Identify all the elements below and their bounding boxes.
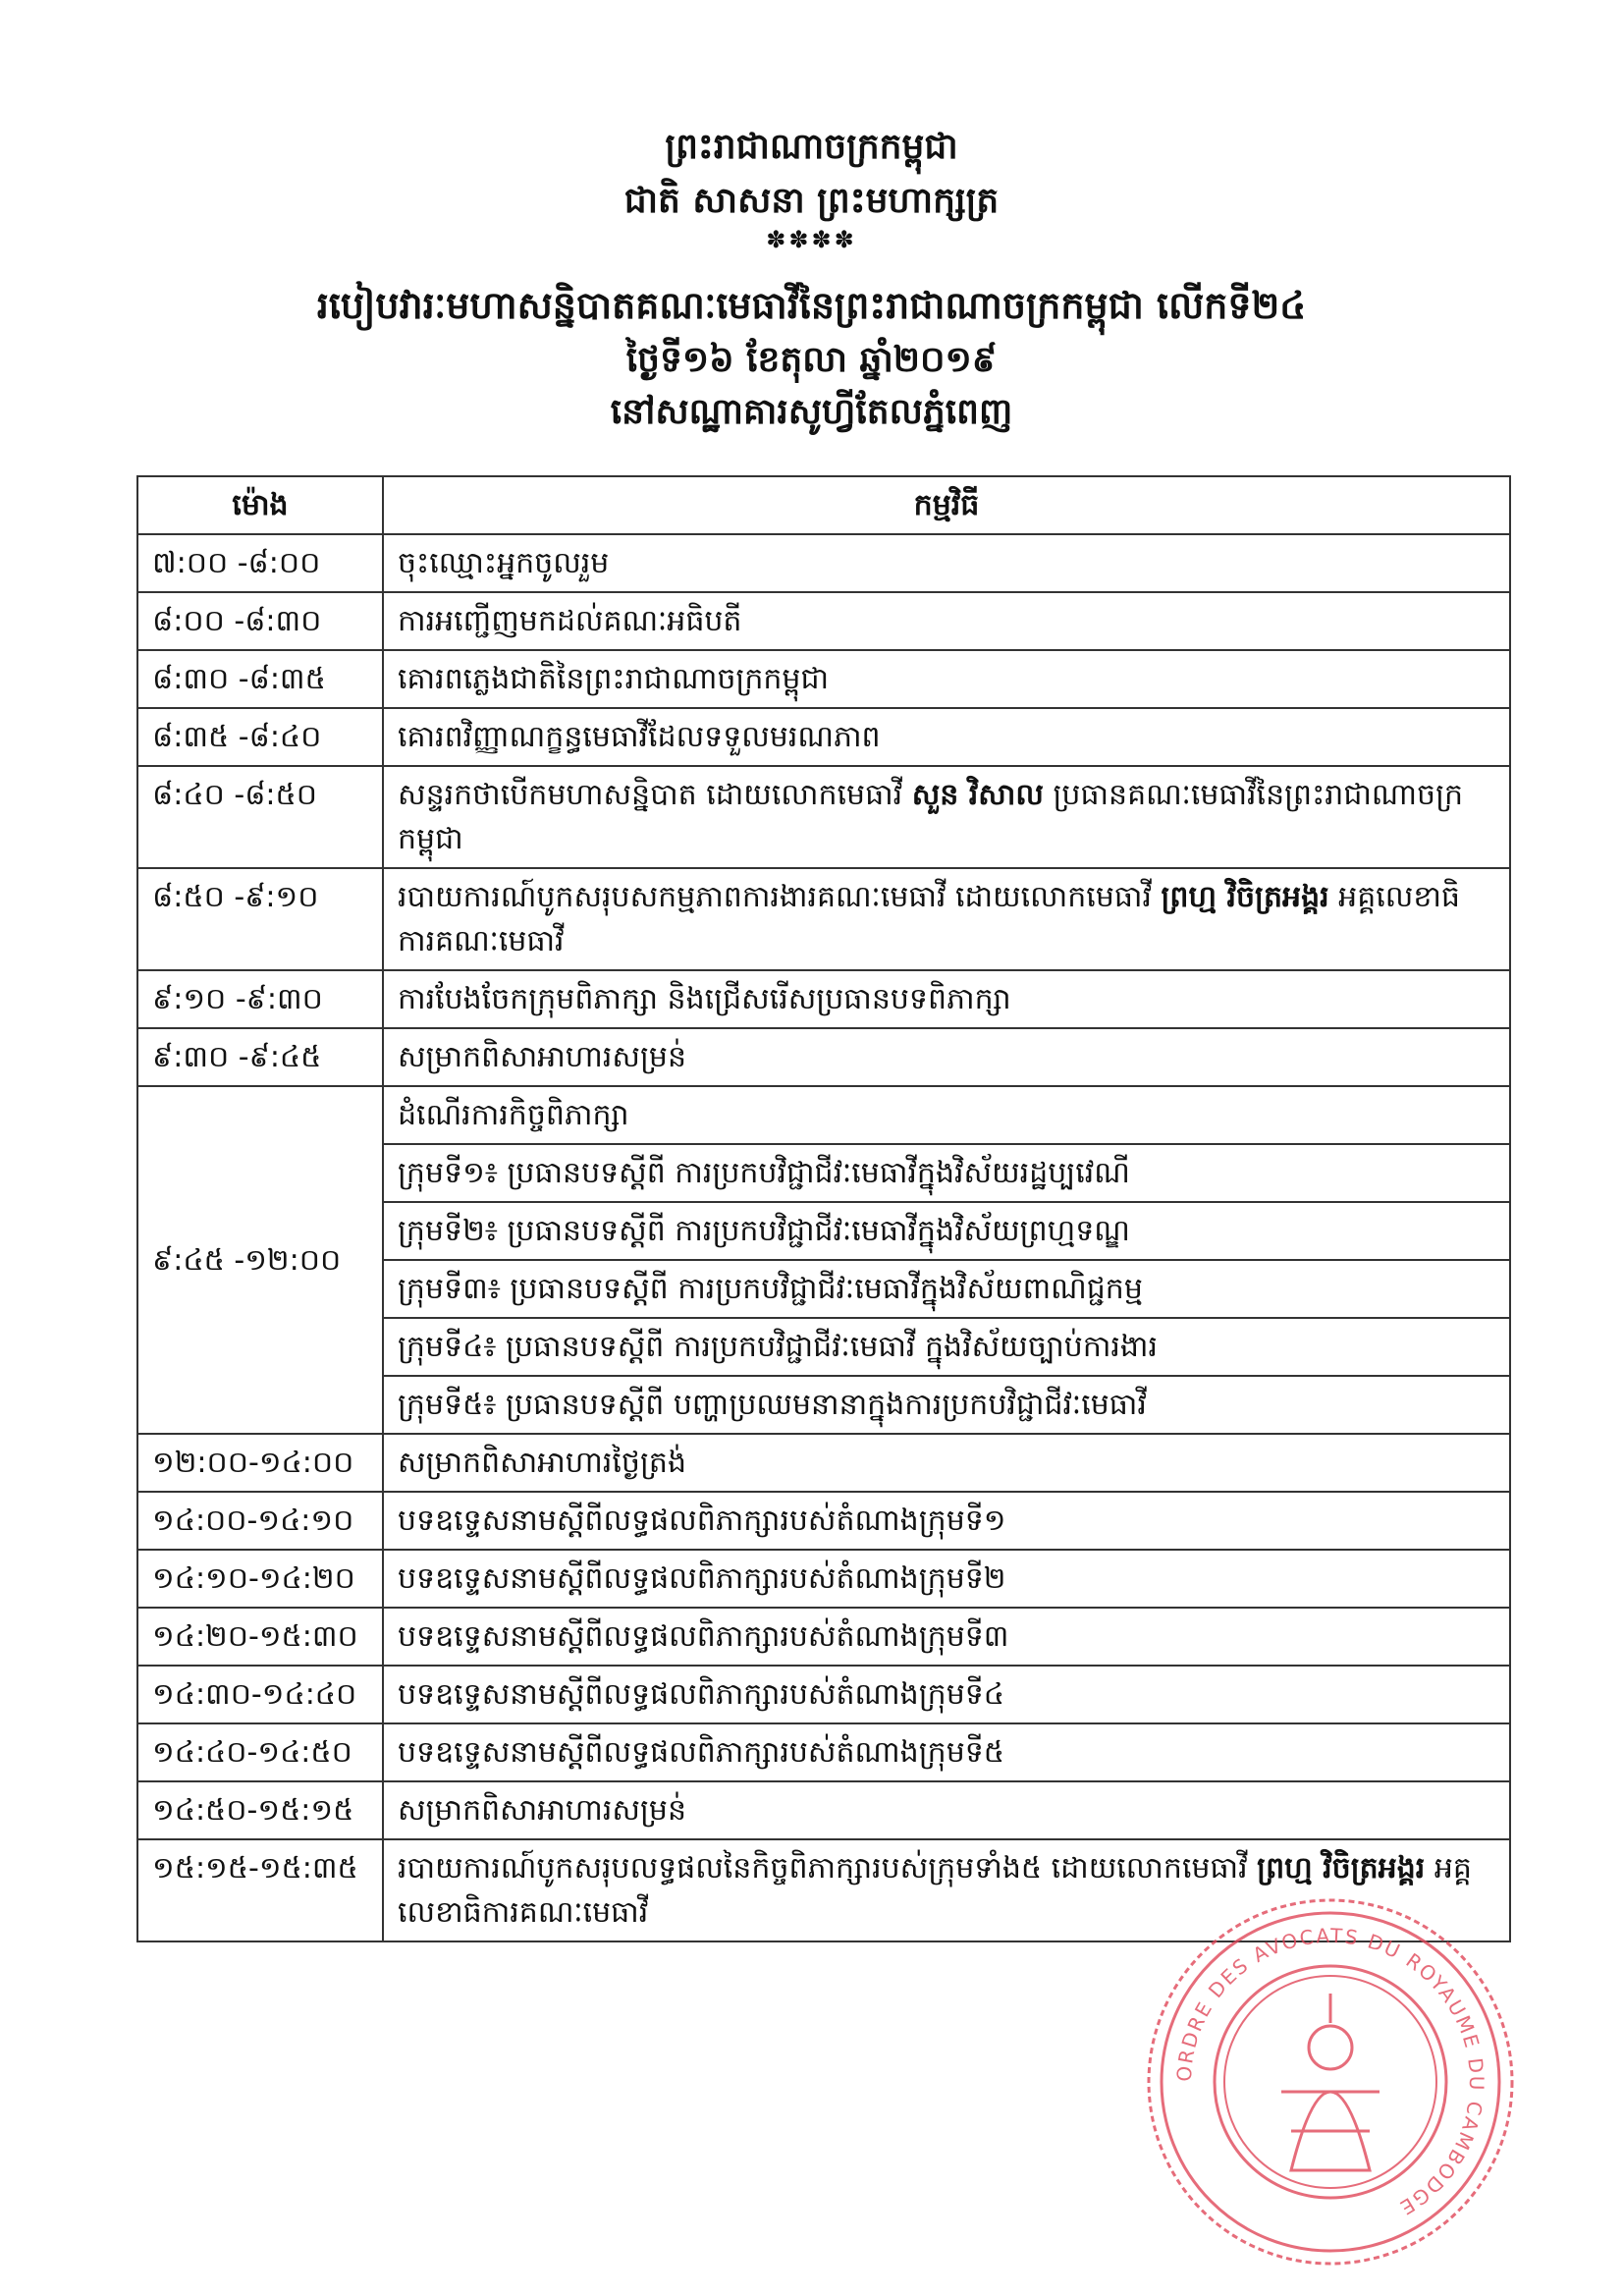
agenda-title: របៀបវារៈមហាសន្និបាតគណៈមេធាវីនៃព្រះរាជាណាចក្រកម្ពុជា លើកទី២៤ (316, 284, 1307, 328)
header-time: ម៉ោង (137, 476, 383, 534)
table-row (137, 1434, 1510, 1492)
row-text: ប្រធានគណៈមេធាវីនៃព្រះរាជាណាចក្រកម្ពុជា (398, 778, 1464, 856)
row-activity: បទឧទ្ទេសនាមស្តីពីលទ្ធផលពិភាក្សារបស់តំណាងក្រុមទី២ (383, 1550, 1510, 1608)
row-activity: បទឧទ្ទេសនាមស្តីពីលទ្ធផលពិភាក្សារបស់តំណាងក្រុមទី១ (383, 1492, 1510, 1550)
row-text: សន្ទរកថាបើកមហាសន្និបាត ដោយលោកមេធាវី (398, 778, 912, 812)
row-text: របាយការណ៍បូកសរុបសកម្មភាពការងារគណៈមេធាវី ដោយលោកមេធាវី (398, 880, 1162, 914)
table-row (137, 708, 1510, 766)
row-time: ៩:៤៥ -១២:០០ (137, 1086, 383, 1434)
row-time: ៨:៤០ -៨:៥០ (137, 766, 383, 868)
row-activity: គោរពវិញ្ញាណក្ខន្ធមេធាវីដែលទទួលមរណភាព (383, 708, 1510, 766)
row-text: អគ្គលេខាធិការគណៈមេធាវី (398, 880, 1460, 958)
table-row (137, 650, 1510, 708)
row-activity: សម្រាកពិសាអាហារសម្រន់ (383, 1028, 1510, 1086)
discussion-item: ក្រុមទី៥៖ ប្រធានបទស្តីពី បញ្ហាប្រឈមនានាក្នុងការប្រកបវិជ្ជាជីវៈមេធាវី (383, 1376, 1510, 1434)
bar-association-seal (1144, 1895, 1517, 2269)
motto-line: ជាតិ សាសនា ព្រះមហាក្សត្រ (623, 181, 1000, 222)
header-activity: កម្មវិធី (383, 476, 1510, 534)
row-activity: ការអញ្ជើញមកដល់គណៈអធិបតី (383, 592, 1510, 650)
row-time: ៧:០០ -៨:០០ (137, 534, 383, 592)
table-row (137, 592, 1510, 650)
discussion-item: ក្រុមទី៤៖ ប្រធានបទស្តីពី ការប្រកបវិជ្ជាជីវៈមេធាវី ក្នុងវិស័យច្បាប់ការងារ (383, 1318, 1510, 1376)
table-row (137, 970, 1510, 1028)
row-time: ១៤:២០-១៥:៣០ (137, 1608, 383, 1666)
discussion-item: ក្រុមទី១៖ ប្រធានបទស្តីពី ការប្រកបវិជ្ជាជីវៈមេធាវីក្នុងវិស័យរដ្ឋប្បវេណី (383, 1144, 1510, 1202)
table-row (137, 868, 1510, 970)
row-activity: សម្រាកពិសាអាហារសម្រន់ (383, 1781, 1510, 1839)
table-row (137, 1666, 1510, 1723)
row-activity: គោរពភ្លេងជាតិនៃព្រះរាជាណាចក្រកម្ពុជា (383, 650, 1510, 708)
table-row (137, 534, 1510, 592)
row-time: ១៤:១០-១៤:២០ (137, 1550, 383, 1608)
row-time: ១៤:០០-១៤:១០ (137, 1492, 383, 1550)
row-activity: បទឧទ្ទេសនាមស្តីពីលទ្ធផលពិភាក្សារបស់តំណាងក្រុមទី៣ (383, 1608, 1510, 1666)
speaker-name: សួន វិសាល (911, 778, 1044, 812)
table-header-row (137, 476, 1510, 534)
row-time: ១៤:៣០-១៤:៤០ (137, 1666, 383, 1723)
svg-text:ORDRE DES AVOCATS DU ROYAUME D (1172, 1924, 1488, 2220)
row-time: ៩:៣០ -៩:៤៥ (137, 1028, 383, 1086)
table-row (137, 1550, 1510, 1608)
speaker-name: ព្រហ្ម វិចិត្រអង្គរ (1257, 1851, 1426, 1886)
row-text: របាយការណ៍បូកសរុបលទ្ធផលនៃកិច្ចពិភាក្សារបស់ក្រុមទាំង៥ ដោយលោកមេធាវី (398, 1851, 1258, 1886)
kingdom-line: ព្រះរាជាណាចក្រកម្ពុជា (665, 127, 958, 167)
row-time: ១២:០០-១៤:០០ (137, 1434, 383, 1492)
row-time: ៨:៥០ -៩:១០ (137, 868, 383, 970)
row-activity: បទឧទ្ទេសនាមស្តីពីលទ្ធផលពិភាក្សារបស់តំណាងក្រុមទី៥ (383, 1723, 1510, 1781)
ornament: ✽✽✽✽ (766, 226, 857, 254)
speaker-name: ព្រហ្ម វិចិត្រអង្គរ (1161, 880, 1329, 914)
table-row (137, 1608, 1510, 1666)
document-header (0, 126, 1623, 433)
row-activity (383, 766, 1510, 868)
row-activity (383, 868, 1510, 970)
agenda-date: ថ្ងៃទី១៦ ខែតុលា ឆ្នាំ២០១៩ (625, 339, 998, 380)
row-time: ៨:៣៥ -៨:៤០ (137, 708, 383, 766)
discussion-item: ក្រុមទី៣៖ ប្រធានបទស្តីពី ការប្រកបវិជ្ជាជីវៈមេធាវីក្នុងវិស័យពាណិជ្ជកម្ម (383, 1260, 1510, 1318)
table-row (137, 1028, 1510, 1086)
table-row (137, 1492, 1510, 1550)
row-activity: ការបែងចែកក្រុមពិភាក្សា និងជ្រើសរើសប្រធានបទពិភាក្សា (383, 970, 1510, 1028)
table-row (137, 1723, 1510, 1781)
agenda-venue: នៅសណ្ឋាគារសូហ្វីតែលភ្នំពេញ (610, 391, 1013, 432)
row-time: ៨:០០ -៨:៣០ (137, 592, 383, 650)
row-activity: បទឧទ្ទេសនាមស្តីពីលទ្ធផលពិភាក្សារបស់តំណាងក្រុមទី៤ (383, 1666, 1510, 1723)
table-row (137, 766, 1510, 868)
table-row (137, 1781, 1510, 1839)
row-text: អគ្គលេខាធិការគណៈមេធាវី (398, 1851, 1472, 1930)
agenda-table (136, 475, 1511, 1942)
row-activity: សម្រាកពិសាអាហារថ្ងៃត្រង់ (383, 1434, 1510, 1492)
row-activity: ចុះឈ្មោះអ្នកចូលរួម (383, 534, 1510, 592)
row-time: ៩:១០ -៩:៣០ (137, 970, 383, 1028)
seal-text: ORDRE DES AVOCATS DU ROYAUME DU CAMBODGE (1171, 1923, 1489, 2221)
table-row (137, 1086, 1510, 1144)
row-time: ១៤:៥០-១៥:១៥ (137, 1781, 383, 1839)
discussion-item: ដំណើរការកិច្ចពិភាក្សា (383, 1086, 1510, 1144)
row-time: ១៤:៤០-១៤:៥០ (137, 1723, 383, 1781)
row-time: ៨:៣០ -៨:៣៥ (137, 650, 383, 708)
discussion-item: ក្រុមទី២៖ ប្រធានបទស្តីពី ការប្រកបវិជ្ជាជីវៈមេធាវីក្នុងវិស័យព្រហ្មទណ្ឌ (383, 1202, 1510, 1260)
row-time: ១៥:១៥-១៥:៣៥ (137, 1839, 383, 1941)
